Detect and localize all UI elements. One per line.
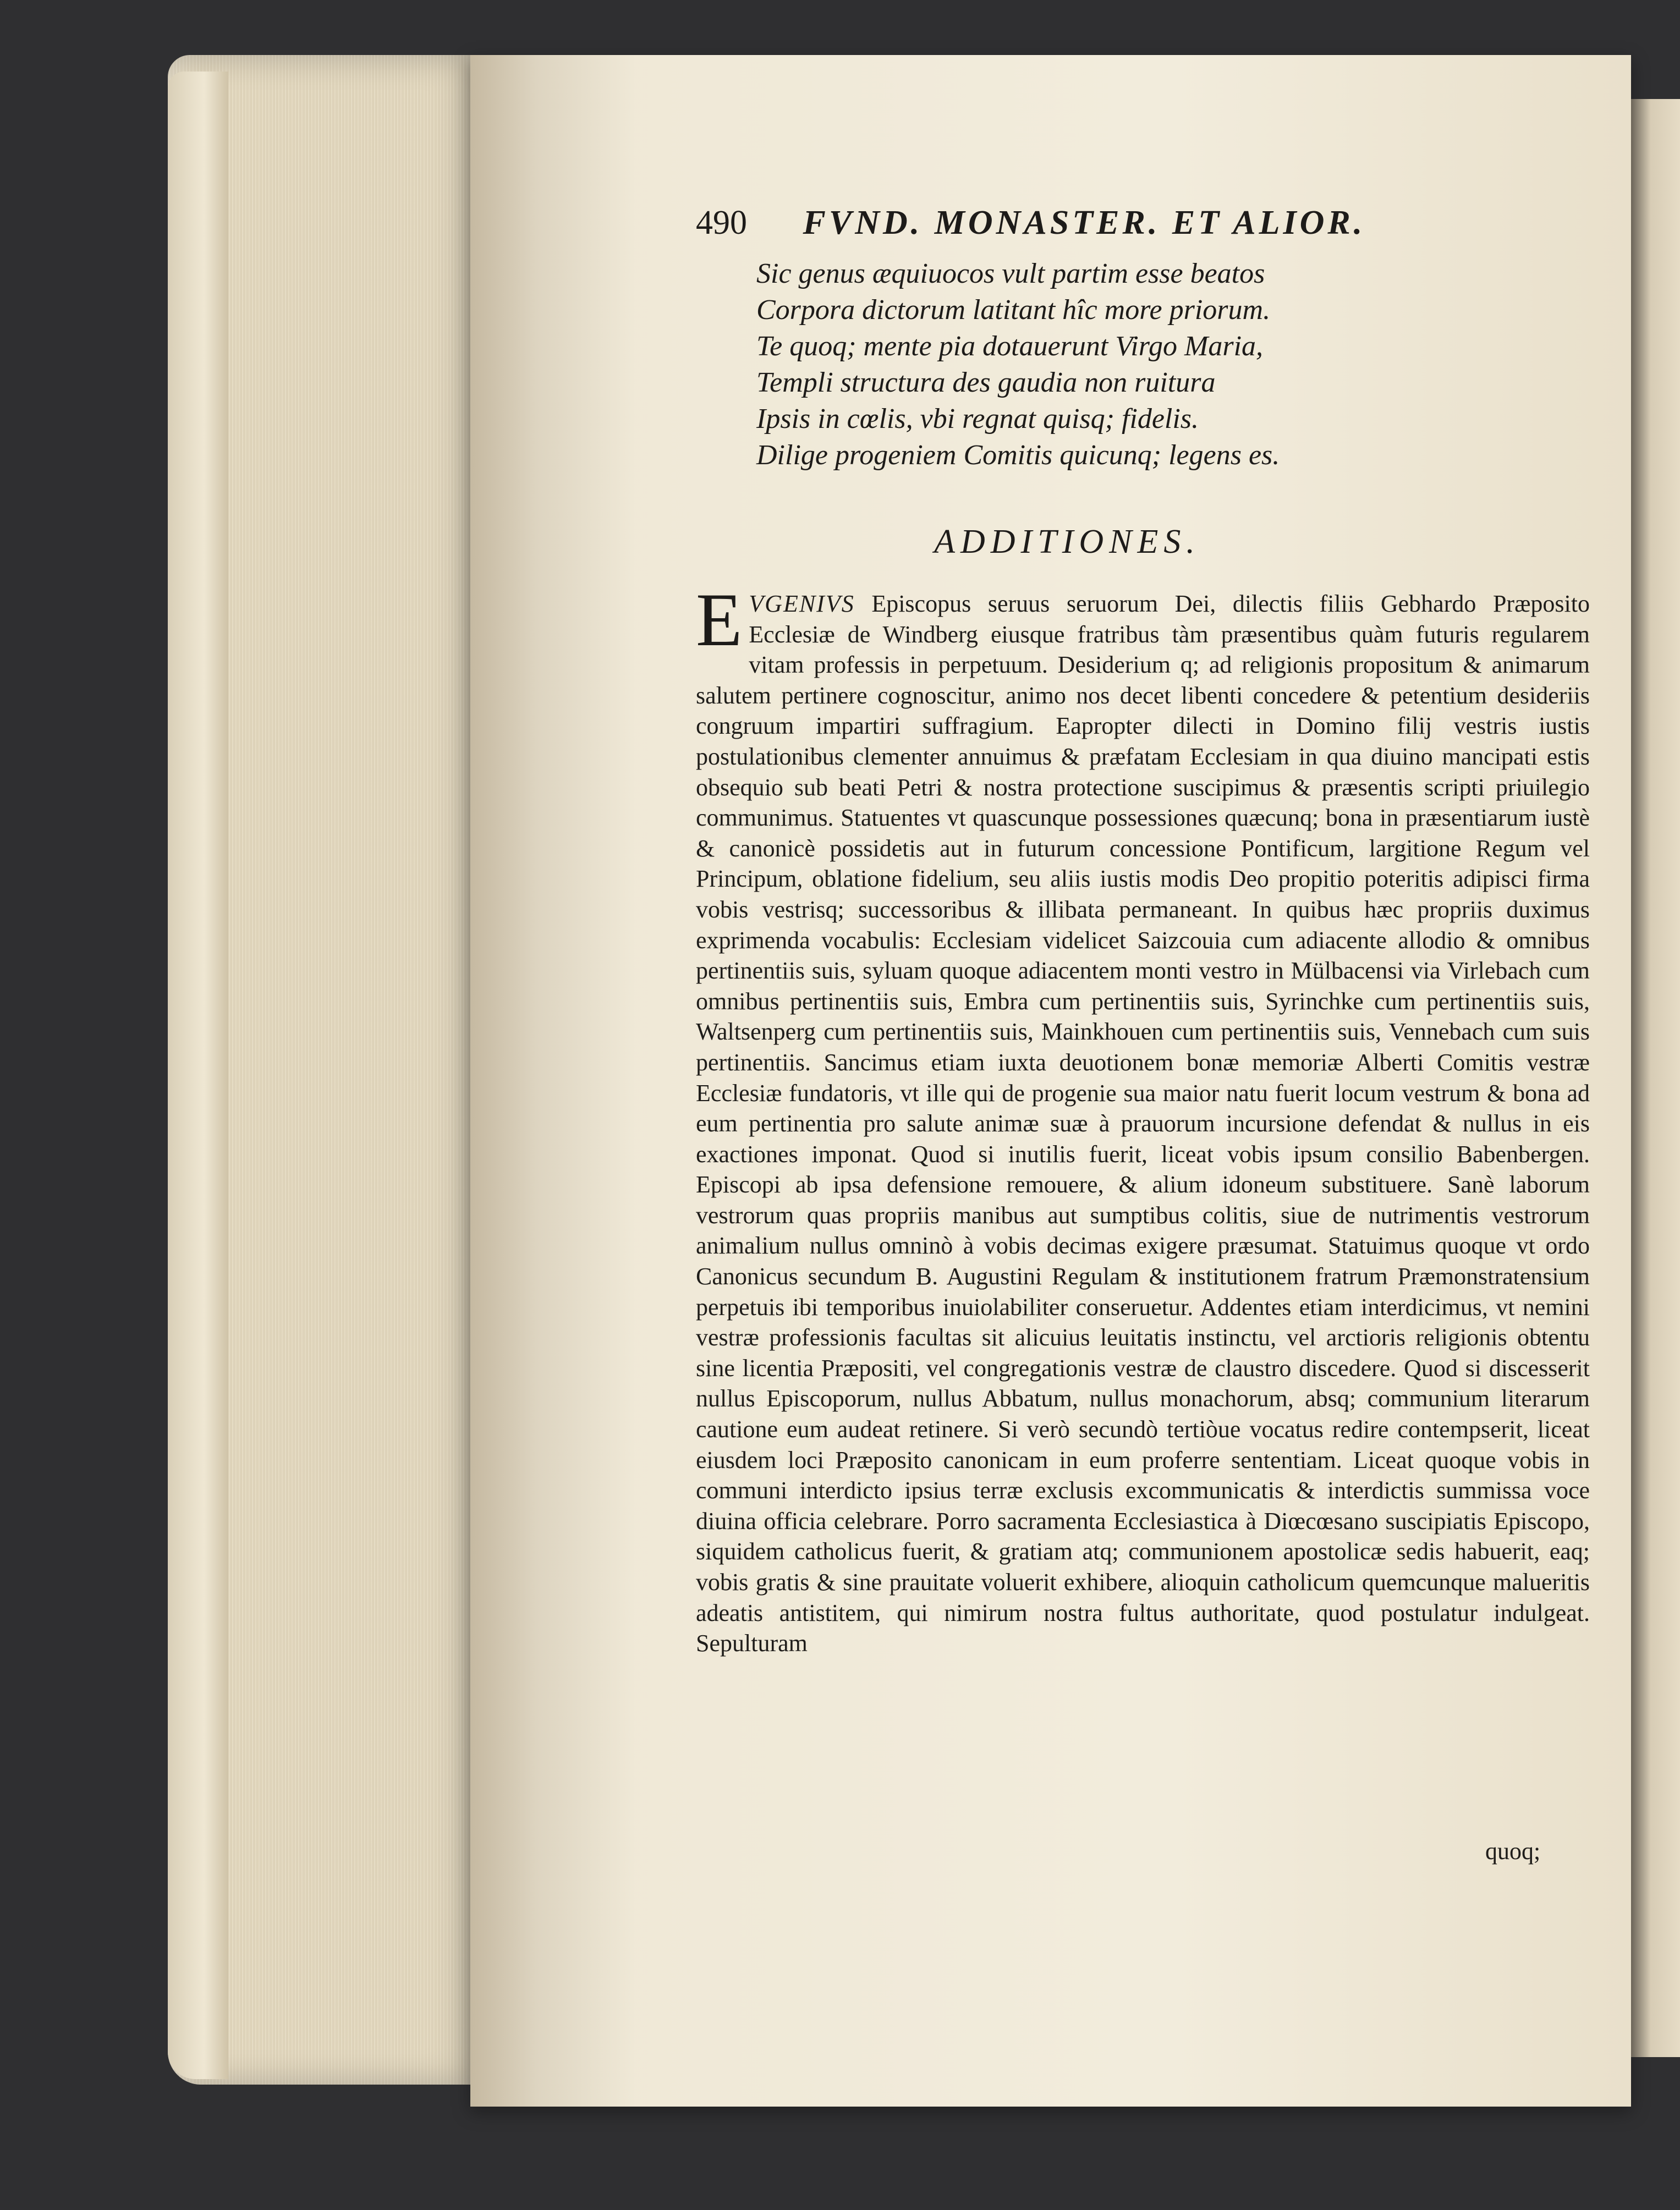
opening-word: VGENIVS bbox=[749, 590, 855, 617]
running-header bbox=[696, 204, 1587, 243]
body-text bbox=[696, 578, 1590, 1659]
catchword: quoq; bbox=[1485, 1838, 1541, 1865]
verse-line: Sic genus æquiuocos vult partim esse beatos bbox=[756, 258, 1265, 289]
verse-line: Templi structura des gaudia non ruitura bbox=[756, 367, 1216, 398]
verse-line: Ipsis in cœlis, vbi regnat quisq; fidelis. bbox=[756, 403, 1199, 435]
drop-cap: E bbox=[696, 578, 743, 662]
body-paragraph: Episcopus seruus seruorum Dei, dilectis filiis Gebhardo Præposito Ecclesiæ de Windberg eiusque fratribus tàm præsentibus quàm futuris regularem vitam professis in perpetuum. Desiderium q; ad religionis propositum & animarum salutem pertinere cognoscitur, animo nos decet libenti concedere & petentium desideriis congruum impartiri suffragium. Eapropter dilecti in Domino filij vestris iustis postulationibus clementer annuimus & præfatam Ecclesiam in qua diuino mancipati estis obsequio sub beati Petri & nostra protectione suscipimus & præsentis scripti priuilegio communimus. Statuentes vt quascunque possessiones quæcunq; bona in præsentiarum iustè & canonicè possidetis aut in futurum concessione Pontificum, largitione Regum vel Principum, oblatione fidelium, seu aliis iustis modis Deo propitio poteritis adipisci firma vobis vestrisq; successoribus & illibata permaneant. In quibus hæc propriis duximus exprimenda vocabulis: Ecclesiam videlicet Saizcouia cum adiacente allodio & omnibus pertinentiis suis, syluam quoque adiacentem monti vestro in Mülbacensi via Virlebach cum omnibus pertinentiis suis, Embra cum pertinentiis suis, Syrinchke cum pertinentiis suis, Waltsenperg cum pertinentiis suis, Mainkhouen cum pertinentiis suis, Vennebach cum suis pertinentiis. Sancimus etiam iuxta deuotionem bonæ memoriæ Alberti Comitis vestræ Ecclesiæ fundatoris, vt ille qui de progenie sua maior natu fuerit locum vestrum & bona ad eum pertinentia pro salute animæ suæ à prauorum incursione defendat & nullus in eis exactiones imponat. Quod si inutilis fuerit, liceat vobis ipsum consilio Babenbergen. Episcopi ab ipsa defensione remouere, & alium idoneum substituere. Sanè laborum vestrorum quas propriis manibus aut sumptibus colitis, siue de nutrimentis vestrorum animalium nullus omninò à vobis decimas exigere præsumat. Statuimus quoque vt ordo Canonicus secundum B. Augustini Regulam & institutionem fratrum Præmonstratensium perpetuis ibi temporibus inuiolabiliter conseruetur. Addentes etiam interdicimus, vt nemini vestræ professionis facultas sit alicuius leuitatis instinctu, vel arctioris religionis obtentu sine licentia Præpositi, vel congregationis vestræ de claustro discedere. Quod si discesserit nullus Episcoporum, nullus Abbatum, nullus monachorum, absq; communium literarum cautione eum audeat retinere. Si verò secundò tertiòue vocatus redire contempserit, liceat eiusdem loci Præposito canonicam in eum proferre sententiam. Liceat quoque vobis in communi interdicto ipsius terræ exclusis excommunicatis & interdictis summissa voce diuina officia celebrare. Porro sacramenta Ecclesiastica à Diœcœsano suscipiatis Episcopo, siquidem catholicus fuerit, & gratiam atq; communionem apostolicæ sedis habuerit, eaq; vobis gratis & sine prauitate voluerit exhibere, alioquin catholicum quemcunque malueritis adeatis antistitem, qui nimirum nostra fultus authoritate, quod postulatur indulgeat. Sepulturam bbox=[696, 590, 1590, 1657]
verse-line: Corpora dictorum latitant hîc more priorum. bbox=[756, 294, 1271, 326]
book-spine-edge bbox=[168, 72, 228, 2079]
verse-line: Dilige progeniem Comitis quicunq; legens es. bbox=[756, 439, 1280, 471]
page-number: 490 bbox=[696, 204, 747, 241]
verse-block bbox=[756, 256, 1417, 474]
verse-line: Te quoq; mente pia dotauerunt Virgo Maria, bbox=[756, 331, 1264, 362]
facing-page-edge bbox=[1631, 99, 1680, 2057]
section-title: ADDITIONES. bbox=[934, 523, 1200, 560]
running-title: FVND. MONASTER. ET ALIOR. bbox=[803, 204, 1366, 241]
